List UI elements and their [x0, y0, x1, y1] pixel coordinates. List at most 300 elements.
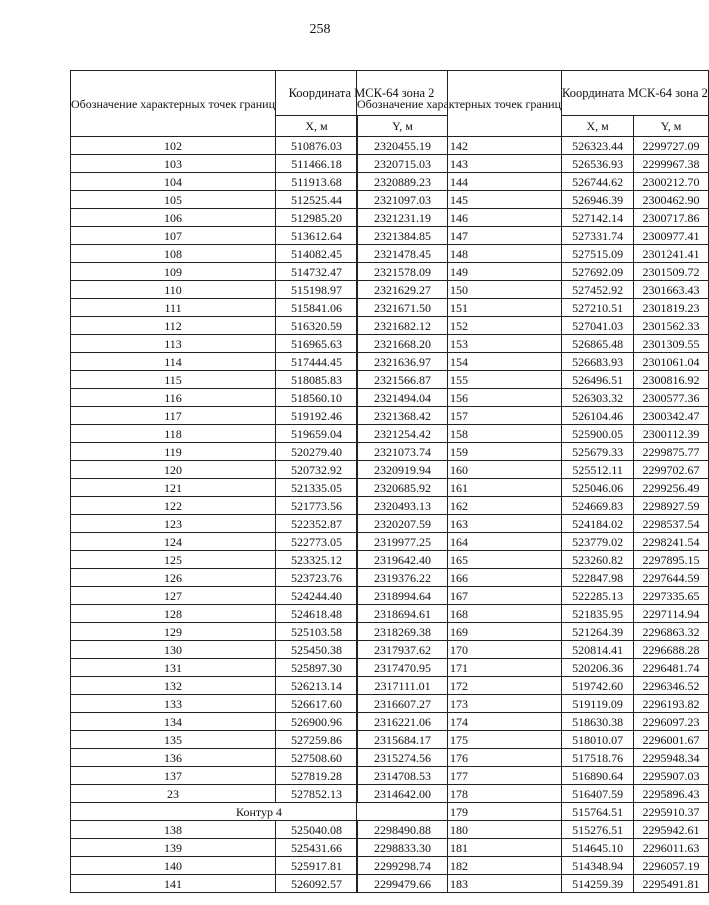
point-id-cell: 123 — [71, 515, 276, 533]
point-id-cell: 132 — [71, 677, 276, 695]
point-id-cell: 144 — [357, 173, 562, 191]
table-row — [357, 641, 709, 659]
x-coordinate-cell: 526303.32 — [562, 389, 634, 407]
y-coordinate-cell: 2299967.38 — [634, 155, 709, 173]
x-coordinate-cell: 525917.81 — [276, 857, 358, 875]
y-coordinate-cell: 2321231.19 — [358, 209, 448, 227]
table-row — [357, 821, 709, 839]
x-coordinate-cell: 511466.18 — [276, 155, 358, 173]
x-coordinate-cell: 518085.83 — [276, 371, 358, 389]
point-id-cell: 121 — [71, 479, 276, 497]
y-coordinate-cell: 2297644.59 — [634, 569, 709, 587]
table-row — [357, 677, 709, 695]
contour-label: Контур 4 — [71, 803, 448, 821]
table-row — [357, 137, 709, 155]
y-coordinate-cell: 2318994.64 — [358, 587, 448, 605]
point-id-cell: 166 — [357, 569, 562, 587]
point-id-cell: 145 — [357, 191, 562, 209]
point-id-cell: 183 — [357, 875, 562, 893]
point-id-cell: 118 — [71, 425, 276, 443]
x-coordinate-cell: 514732.47 — [276, 263, 358, 281]
point-id-cell: 107 — [71, 227, 276, 245]
table-row — [357, 767, 709, 785]
x-coordinate-cell: 519192.46 — [276, 407, 358, 425]
point-id-cell: 149 — [357, 263, 562, 281]
x-coordinate-cell: 512525.44 — [276, 191, 358, 209]
point-id-cell: 151 — [357, 299, 562, 317]
point-id-cell: 180 — [357, 821, 562, 839]
table-row — [357, 749, 709, 767]
table-row — [357, 785, 709, 803]
x-coordinate-cell: 521264.39 — [562, 623, 634, 641]
x-coordinate-cell: 522352.87 — [276, 515, 358, 533]
point-id-cell: 156 — [357, 389, 562, 407]
x-coordinate-cell: 527142.14 — [562, 209, 634, 227]
y-coordinate-cell: 2300212.70 — [634, 173, 709, 191]
y-coordinate-cell: 2298537.54 — [634, 515, 709, 533]
y-coordinate-cell: 2316221.06 — [358, 713, 448, 731]
y-coordinate-cell: 2295942.61 — [634, 821, 709, 839]
table-row — [357, 497, 709, 515]
y-coordinate-cell: 2319977.25 — [358, 533, 448, 551]
x-coordinate-cell: 525040.08 — [276, 821, 358, 839]
y-coordinate-cell: 2298490.88 — [358, 821, 448, 839]
x-coordinate-cell: 526104.46 — [562, 407, 634, 425]
y-coordinate-cell: 2301663.43 — [634, 281, 709, 299]
page-number: 258 — [309, 22, 331, 37]
y-column-header: Y, м — [358, 116, 448, 137]
y-coordinate-cell: 2321636.97 — [358, 353, 448, 371]
table-row — [357, 659, 709, 677]
point-id-cell: 162 — [357, 497, 562, 515]
point-id-cell: 160 — [357, 461, 562, 479]
y-coordinate-cell: 2321566.87 — [358, 371, 448, 389]
y-coordinate-cell: 2298833.30 — [358, 839, 448, 857]
point-id-cell: 120 — [71, 461, 276, 479]
point-id-cell: 167 — [357, 587, 562, 605]
y-coordinate-cell: 2301562.33 — [634, 317, 709, 335]
y-coordinate-cell: 2295896.43 — [634, 785, 709, 803]
point-id-cell: 113 — [71, 335, 276, 353]
point-id-cell: 152 — [357, 317, 562, 335]
x-coordinate-cell: 526496.51 — [562, 371, 634, 389]
point-id-cell: 117 — [71, 407, 276, 425]
point-id-cell: 126 — [71, 569, 276, 587]
point-id-cell: 176 — [357, 749, 562, 767]
y-coordinate-cell: 2320455.19 — [358, 137, 448, 155]
y-coordinate-cell: 2295491.81 — [634, 875, 709, 893]
x-coordinate-cell: 520814.41 — [562, 641, 634, 659]
point-id-cell: 170 — [357, 641, 562, 659]
y-coordinate-cell: 2299256.49 — [634, 479, 709, 497]
y-coordinate-cell: 2299298.74 — [358, 857, 448, 875]
y-coordinate-cell: 2320493.13 — [358, 497, 448, 515]
x-coordinate-cell: 524618.48 — [276, 605, 358, 623]
table-row — [357, 875, 709, 893]
x-column-header: X, м — [276, 116, 358, 137]
point-id-cell: 131 — [71, 659, 276, 677]
point-id-cell: 163 — [357, 515, 562, 533]
x-coordinate-cell: 521835.95 — [562, 605, 634, 623]
y-coordinate-cell: 2315684.17 — [358, 731, 448, 749]
y-coordinate-cell: 2300717.86 — [634, 209, 709, 227]
x-coordinate-cell: 525679.33 — [562, 443, 634, 461]
point-id-cell: 103 — [71, 155, 276, 173]
point-id-cell: 108 — [71, 245, 276, 263]
x-coordinate-cell: 518630.38 — [562, 713, 634, 731]
table-row — [357, 425, 709, 443]
x-column-header: X, м — [562, 116, 634, 137]
y-coordinate-cell: 2300462.90 — [634, 191, 709, 209]
point-id-cell: 161 — [357, 479, 562, 497]
x-coordinate-cell: 526946.39 — [562, 191, 634, 209]
x-coordinate-cell: 527692.09 — [562, 263, 634, 281]
point-id-cell: 119 — [71, 443, 276, 461]
x-coordinate-cell: 526536.93 — [562, 155, 634, 173]
x-coordinate-cell: 523779.02 — [562, 533, 634, 551]
table-row — [357, 245, 709, 263]
y-coordinate-cell: 2300816.92 — [634, 371, 709, 389]
coordinates-table-right — [356, 70, 709, 893]
x-coordinate-cell: 520206.36 — [562, 659, 634, 677]
y-coordinate-cell: 2321578.09 — [358, 263, 448, 281]
point-id-cell: 140 — [71, 857, 276, 875]
y-coordinate-cell: 2297114.94 — [634, 605, 709, 623]
y-coordinate-cell: 2320919.94 — [358, 461, 448, 479]
point-id-cell: 157 — [357, 407, 562, 425]
point-id-cell: 136 — [71, 749, 276, 767]
x-coordinate-cell: 527331.74 — [562, 227, 634, 245]
y-coordinate-cell: 2321629.27 — [358, 281, 448, 299]
x-coordinate-cell: 514348.94 — [562, 857, 634, 875]
x-coordinate-cell: 515841.06 — [276, 299, 358, 317]
x-coordinate-cell: 522847.98 — [562, 569, 634, 587]
point-id-cell: 102 — [71, 137, 276, 155]
x-coordinate-cell: 517444.45 — [276, 353, 358, 371]
point-column-header: Обозначение характерных точек границ — [357, 71, 562, 137]
table-row — [357, 533, 709, 551]
point-id-cell: 159 — [357, 443, 562, 461]
x-coordinate-cell: 524669.83 — [562, 497, 634, 515]
x-coordinate-cell: 526683.93 — [562, 353, 634, 371]
table-row — [357, 191, 709, 209]
table-row — [357, 623, 709, 641]
point-id-cell: 134 — [71, 713, 276, 731]
table-row — [357, 281, 709, 299]
table-row — [357, 371, 709, 389]
point-id-cell: 150 — [357, 281, 562, 299]
x-coordinate-cell: 516965.63 — [276, 335, 358, 353]
x-coordinate-cell: 525103.58 — [276, 623, 358, 641]
point-id-cell: 173 — [357, 695, 562, 713]
point-id-cell: 122 — [71, 497, 276, 515]
point-id-cell: 154 — [357, 353, 562, 371]
x-coordinate-cell: 525450.38 — [276, 641, 358, 659]
table-row — [357, 515, 709, 533]
point-id-cell: 169 — [357, 623, 562, 641]
y-coordinate-cell: 2319376.22 — [358, 569, 448, 587]
y-coordinate-cell: 2318269.38 — [358, 623, 448, 641]
y-coordinate-cell: 2301509.72 — [634, 263, 709, 281]
point-column-header: Обозначение характерных точек границ — [71, 71, 276, 137]
point-id-cell: 124 — [71, 533, 276, 551]
y-coordinate-cell: 2317470.95 — [358, 659, 448, 677]
y-coordinate-cell: 2317111.01 — [358, 677, 448, 695]
point-id-cell: 177 — [357, 767, 562, 785]
point-id-cell: 128 — [71, 605, 276, 623]
y-coordinate-cell: 2321494.04 — [358, 389, 448, 407]
table-row — [357, 461, 709, 479]
x-coordinate-cell: 520279.40 — [276, 443, 358, 461]
coordinate-system-header: Координата МСК-64 зона 2 — [276, 71, 448, 116]
table-row — [357, 713, 709, 731]
table-row — [357, 479, 709, 497]
point-id-cell: 142 — [357, 137, 562, 155]
x-coordinate-cell: 527508.60 — [276, 749, 358, 767]
y-coordinate-cell: 2300112.39 — [634, 425, 709, 443]
point-id-cell: 112 — [71, 317, 276, 335]
y-coordinate-cell: 2321671.50 — [358, 299, 448, 317]
x-coordinate-cell: 525897.30 — [276, 659, 358, 677]
x-coordinate-cell: 523260.82 — [562, 551, 634, 569]
x-coordinate-cell: 527819.28 — [276, 767, 358, 785]
point-id-cell: 148 — [357, 245, 562, 263]
y-coordinate-cell: 2321478.45 — [358, 245, 448, 263]
y-coordinate-cell: 2296001.67 — [634, 731, 709, 749]
y-coordinate-cell: 2298927.59 — [634, 497, 709, 515]
y-coordinate-cell: 2316607.27 — [358, 695, 448, 713]
y-coordinate-cell: 2320207.59 — [358, 515, 448, 533]
table-row — [357, 839, 709, 857]
x-coordinate-cell: 519119.09 — [562, 695, 634, 713]
point-id-cell: 174 — [357, 713, 562, 731]
point-id-cell: 181 — [357, 839, 562, 857]
y-coordinate-cell: 2295907.03 — [634, 767, 709, 785]
x-coordinate-cell: 526617.60 — [276, 695, 358, 713]
point-id-cell: 146 — [357, 209, 562, 227]
table-row — [357, 443, 709, 461]
table-row — [357, 695, 709, 713]
x-coordinate-cell: 523325.12 — [276, 551, 358, 569]
point-id-cell: 164 — [357, 533, 562, 551]
table-row — [357, 173, 709, 191]
table-row — [357, 317, 709, 335]
point-id-cell: 165 — [357, 551, 562, 569]
y-coordinate-cell: 2299702.67 — [634, 461, 709, 479]
x-coordinate-cell: 515198.97 — [276, 281, 358, 299]
y-coordinate-cell: 2320685.92 — [358, 479, 448, 497]
y-coordinate-cell: 2320715.03 — [358, 155, 448, 173]
y-coordinate-cell: 2321368.42 — [358, 407, 448, 425]
y-coordinate-cell: 2296863.32 — [634, 623, 709, 641]
y-coordinate-cell: 2300342.47 — [634, 407, 709, 425]
x-coordinate-cell: 514645.10 — [562, 839, 634, 857]
point-id-cell: 158 — [357, 425, 562, 443]
y-coordinate-cell: 2300977.41 — [634, 227, 709, 245]
y-coordinate-cell: 2296346.52 — [634, 677, 709, 695]
y-coordinate-cell: 2297335.65 — [634, 587, 709, 605]
x-coordinate-cell: 516407.59 — [562, 785, 634, 803]
x-coordinate-cell: 515764.51 — [562, 803, 634, 821]
point-id-cell: 111 — [71, 299, 276, 317]
y-coordinate-cell: 2301819.23 — [634, 299, 709, 317]
x-coordinate-cell: 526092.57 — [276, 875, 358, 893]
point-id-cell: 182 — [357, 857, 562, 875]
x-coordinate-cell: 527515.09 — [562, 245, 634, 263]
table-row — [357, 335, 709, 353]
y-coordinate-cell: 2296688.28 — [634, 641, 709, 659]
table-row — [357, 803, 709, 821]
point-id-cell: 175 — [357, 731, 562, 749]
table-row — [357, 551, 709, 569]
y-coordinate-cell: 2314642.00 — [358, 785, 448, 803]
x-coordinate-cell: 526865.48 — [562, 335, 634, 353]
y-coordinate-cell: 2321384.85 — [358, 227, 448, 245]
table-row — [357, 857, 709, 875]
x-coordinate-cell: 527041.03 — [562, 317, 634, 335]
x-coordinate-cell: 525900.05 — [562, 425, 634, 443]
y-coordinate-cell: 2321668.20 — [358, 335, 448, 353]
y-coordinate-cell: 2299875.77 — [634, 443, 709, 461]
point-id-cell: 139 — [71, 839, 276, 857]
x-coordinate-cell: 521773.56 — [276, 497, 358, 515]
table-row — [357, 155, 709, 173]
x-coordinate-cell: 526900.96 — [276, 713, 358, 731]
y-coordinate-cell: 2315274.56 — [358, 749, 448, 767]
x-coordinate-cell: 511913.68 — [276, 173, 358, 191]
table-row — [357, 209, 709, 227]
table-row — [357, 353, 709, 371]
point-id-cell: 110 — [71, 281, 276, 299]
x-coordinate-cell: 526213.14 — [276, 677, 358, 695]
x-coordinate-cell: 521335.05 — [276, 479, 358, 497]
point-id-cell: 141 — [71, 875, 276, 893]
y-coordinate-cell: 2317937.62 — [358, 641, 448, 659]
point-id-cell: 171 — [357, 659, 562, 677]
table-row — [357, 587, 709, 605]
y-coordinate-cell: 2296011.63 — [634, 839, 709, 857]
point-id-cell: 147 — [357, 227, 562, 245]
table-row — [357, 263, 709, 281]
x-coordinate-cell: 520732.92 — [276, 461, 358, 479]
x-coordinate-cell: 519742.60 — [562, 677, 634, 695]
point-id-cell: 178 — [357, 785, 562, 803]
y-coordinate-cell: 2314708.53 — [358, 767, 448, 785]
point-id-cell: 168 — [357, 605, 562, 623]
x-coordinate-cell: 525512.11 — [562, 461, 634, 479]
table-row — [357, 389, 709, 407]
table-row — [357, 299, 709, 317]
x-coordinate-cell: 527259.86 — [276, 731, 358, 749]
point-id-cell: 106 — [71, 209, 276, 227]
y-coordinate-cell: 2299479.66 — [358, 875, 448, 893]
x-coordinate-cell: 526744.62 — [562, 173, 634, 191]
point-id-cell: 104 — [71, 173, 276, 191]
x-coordinate-cell: 512985.20 — [276, 209, 358, 227]
x-coordinate-cell: 523723.76 — [276, 569, 358, 587]
coordinates-table-right-body — [357, 137, 709, 893]
point-id-cell: 153 — [357, 335, 562, 353]
y-coordinate-cell: 2319642.40 — [358, 551, 448, 569]
point-id-cell: 105 — [71, 191, 276, 209]
y-coordinate-cell: 2299727.09 — [634, 137, 709, 155]
y-column-header: Y, м — [634, 116, 709, 137]
table-row — [357, 407, 709, 425]
table-row — [357, 731, 709, 749]
x-coordinate-cell: 525431.66 — [276, 839, 358, 857]
y-coordinate-cell: 2296057.19 — [634, 857, 709, 875]
point-id-cell: 114 — [71, 353, 276, 371]
y-coordinate-cell: 2295948.34 — [634, 749, 709, 767]
x-coordinate-cell: 527852.13 — [276, 785, 358, 803]
point-id-cell: 155 — [357, 371, 562, 389]
y-coordinate-cell: 2320889.23 — [358, 173, 448, 191]
table-row — [357, 605, 709, 623]
y-coordinate-cell: 2301309.55 — [634, 335, 709, 353]
y-coordinate-cell: 2300577.36 — [634, 389, 709, 407]
point-id-cell: 138 — [71, 821, 276, 839]
point-id-cell: 129 — [71, 623, 276, 641]
point-id-cell: 143 — [357, 155, 562, 173]
point-id-cell: 172 — [357, 677, 562, 695]
x-coordinate-cell: 514259.39 — [562, 875, 634, 893]
x-coordinate-cell: 518010.07 — [562, 731, 634, 749]
y-coordinate-cell: 2318694.61 — [358, 605, 448, 623]
y-coordinate-cell: 2301241.41 — [634, 245, 709, 263]
table-row — [357, 569, 709, 587]
point-id-cell: 125 — [71, 551, 276, 569]
y-coordinate-cell: 2321682.12 — [358, 317, 448, 335]
coordinate-system-header: Координата МСК-64 зона 2 — [562, 71, 709, 116]
x-coordinate-cell: 519659.04 — [276, 425, 358, 443]
point-id-cell: 109 — [71, 263, 276, 281]
x-coordinate-cell: 518560.10 — [276, 389, 358, 407]
y-coordinate-cell: 2321254.42 — [358, 425, 448, 443]
point-id-cell: 179 — [357, 803, 562, 821]
x-coordinate-cell: 527210.51 — [562, 299, 634, 317]
x-coordinate-cell: 524244.40 — [276, 587, 358, 605]
y-coordinate-cell: 2296481.74 — [634, 659, 709, 677]
x-coordinate-cell: 515276.51 — [562, 821, 634, 839]
y-coordinate-cell: 2298241.54 — [634, 533, 709, 551]
y-coordinate-cell: 2296193.82 — [634, 695, 709, 713]
y-coordinate-cell: 2301061.04 — [634, 353, 709, 371]
point-id-cell: 135 — [71, 731, 276, 749]
x-coordinate-cell: 516320.59 — [276, 317, 358, 335]
x-coordinate-cell: 510876.03 — [276, 137, 358, 155]
x-coordinate-cell: 513612.64 — [276, 227, 358, 245]
y-coordinate-cell: 2321097.03 — [358, 191, 448, 209]
x-coordinate-cell: 517518.76 — [562, 749, 634, 767]
x-coordinate-cell: 526323.44 — [562, 137, 634, 155]
x-coordinate-cell: 522773.05 — [276, 533, 358, 551]
point-id-cell: 115 — [71, 371, 276, 389]
point-id-cell: 130 — [71, 641, 276, 659]
x-coordinate-cell: 527452.92 — [562, 281, 634, 299]
table-row — [357, 227, 709, 245]
y-coordinate-cell: 2321073.74 — [358, 443, 448, 461]
point-id-cell: 23 — [71, 785, 276, 803]
point-id-cell: 116 — [71, 389, 276, 407]
y-coordinate-cell: 2295910.37 — [634, 803, 709, 821]
point-id-cell: 127 — [71, 587, 276, 605]
x-coordinate-cell: 524184.02 — [562, 515, 634, 533]
x-coordinate-cell: 522285.13 — [562, 587, 634, 605]
x-coordinate-cell: 525046.06 — [562, 479, 634, 497]
point-id-cell: 137 — [71, 767, 276, 785]
y-coordinate-cell: 2297895.15 — [634, 551, 709, 569]
point-id-cell: 133 — [71, 695, 276, 713]
